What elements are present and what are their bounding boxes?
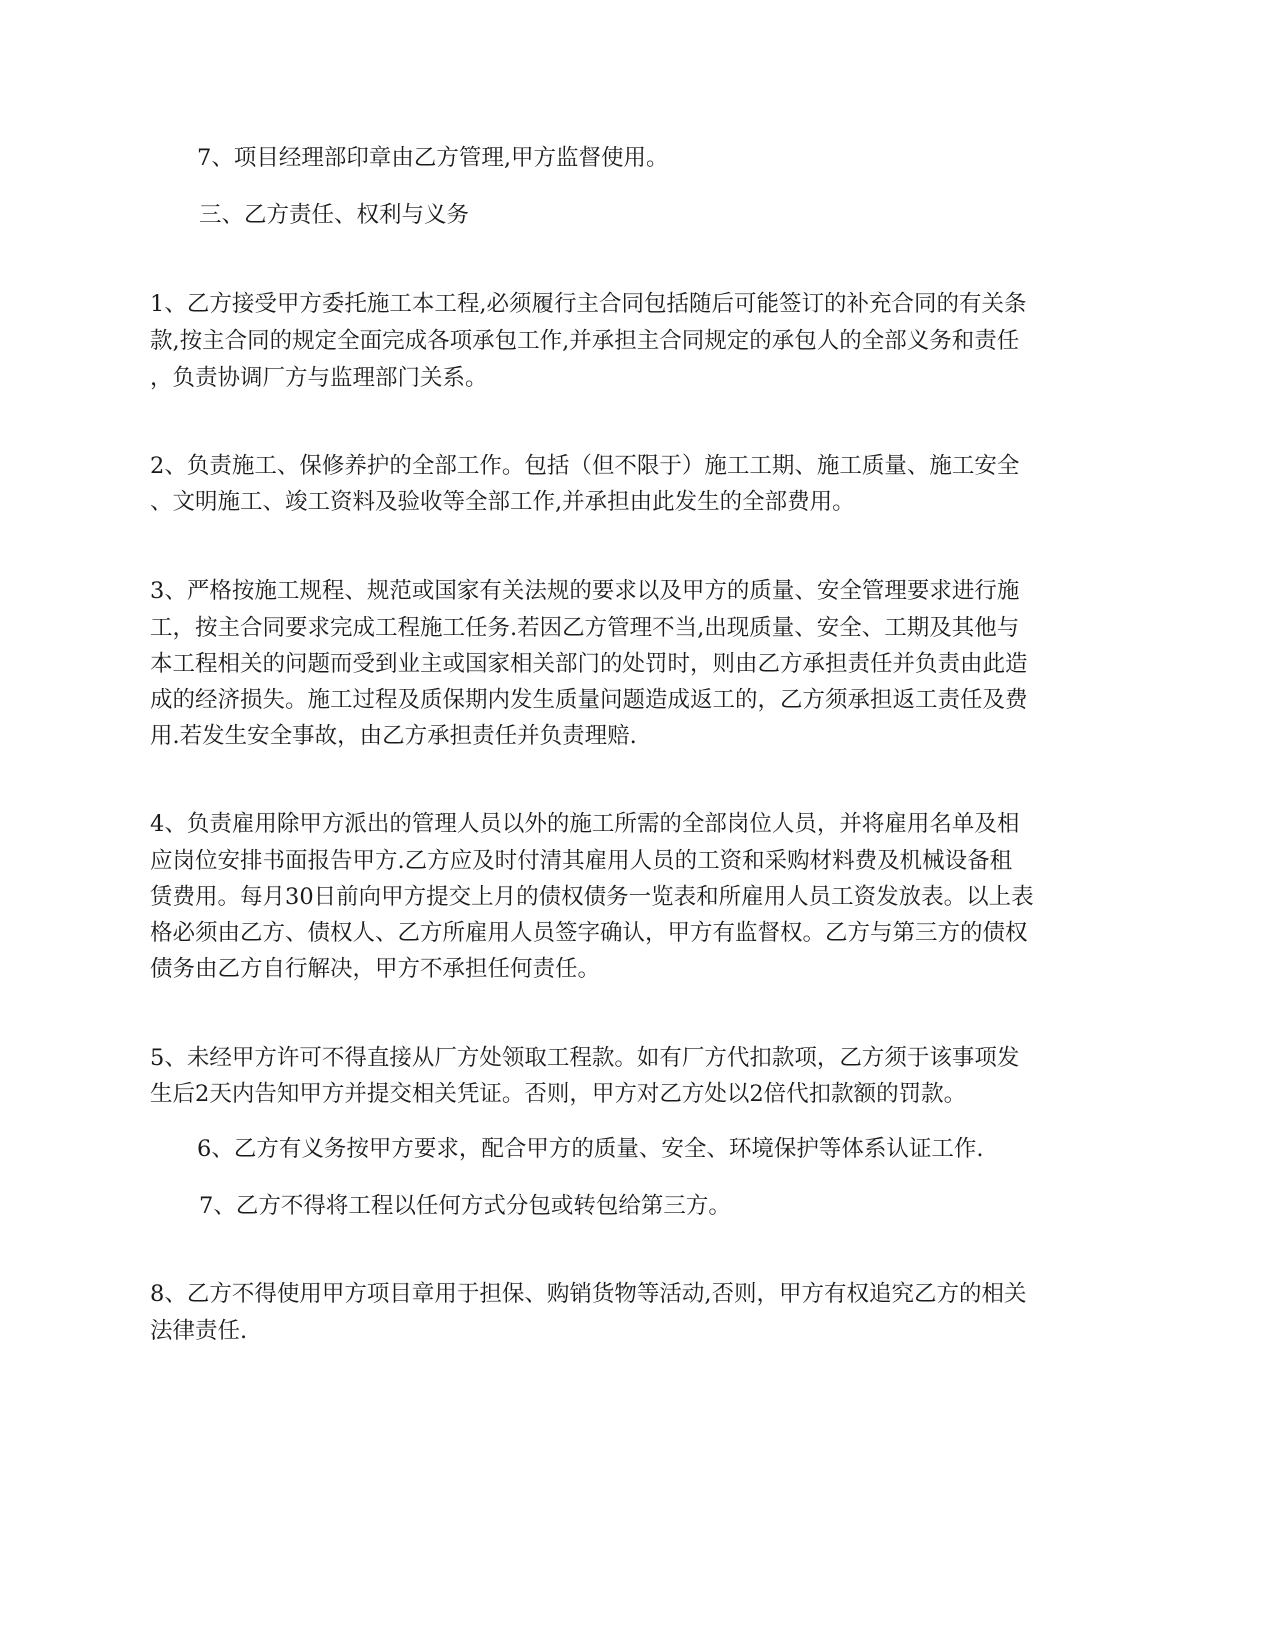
clause-3-4-line-4: 格必须由乙方、债权人、乙方所雇用人员签字确认，甲方有监督权。乙方与第三方的债权 — [150, 920, 1028, 946]
section-3-heading: 三、乙方责任、权利与义务 — [199, 202, 470, 228]
clause-3-4-line-1: 4、负责雇用除甲方派出的管理人员以外的施工所需的全部岗位人员，并将雇用名单及相 — [150, 811, 1020, 837]
clause-3-5-line-1: 5、未经甲方许可不得直接从厂方处领取工程款。如有厂方代扣款项，乙方须于该事项发 — [150, 1045, 1020, 1071]
clause-3-3-line-3: 本工程相关的问题而受到业主或国家相关部门的处罚时，则由乙方承担责任并负责由此造 — [150, 651, 1028, 677]
clause-3-2-line-1: 2、负责施工、保修养护的全部工作。包括（但不限于）施工工期、施工质量、施工安全 — [150, 453, 1020, 479]
clause-3-3-line-5: 用.若发生安全事故，由乙方承担责任并负责理赔. — [150, 723, 637, 749]
clause-2-7: 7、项目经理部印章由乙方管理,甲方监督使用。 — [197, 145, 669, 171]
clause-3-3-line-4: 成的经济损失。施工过程及质保期内发生质量问题造成返工的，乙方须承担返工责任及费 — [150, 687, 1028, 713]
clause-3-4-line-2: 应岗位安排书面报告甲方.乙方应及时付清其雇用人员的工资和采购材料费及机械设备租 — [150, 848, 1013, 874]
clause-3-7: 7、乙方不得将工程以任何方式分包或转包给第三方。 — [199, 1193, 731, 1219]
clause-3-4-line-3: 赁费用。每月30日前向甲方提交上月的债权债务一览表和所雇用人员工资发放表。以上表 — [150, 884, 1034, 910]
clause-3-1-line-3: ，负责协调厂方与监理部门关系。 — [150, 365, 488, 391]
clause-3-4-line-5: 债务由乙方自行解决，甲方不承担任何责任。 — [150, 956, 601, 982]
clause-3-2-line-2: 、文明施工、竣工资料及验收等全部工作,并承担由此发生的全部费用。 — [150, 489, 855, 515]
clause-3-5-line-2: 生后2天内告知甲方并提交相关凭证。否则，甲方对乙方处以2倍代扣款额的罚款。 — [150, 1081, 967, 1107]
clause-3-8-line-1: 8、乙方不得使用甲方项目章用于担保、购销货物等活动,否则，甲方有权追究乙方的相关 — [150, 1281, 1027, 1307]
clause-3-6: 6、乙方有义务按甲方要求，配合甲方的质量、安全、环境保护等体系认证工作. — [197, 1136, 984, 1162]
clause-3-3-line-1: 3、严格按施工规程、规范或国家有关法规的要求以及甲方的质量、安全管理要求进行施 — [150, 578, 1020, 604]
clause-3-1-line-1: 1、乙方接受甲方委托施工本工程,必须履行主合同包括随后可能签订的补充合同的有关条 — [150, 291, 1027, 317]
clause-3-1-line-2: 款,按主合同的规定全面完成各项承包工作,并承担主合同规定的承包人的全部义务和责任 — [150, 328, 1020, 354]
clause-3-8-line-2: 法律责任. — [150, 1318, 248, 1344]
clause-3-3-line-2: 工，按主合同要求完成工程施工任务.若因乙方管理不当,出现质量、安全、工期及其他与 — [150, 615, 1020, 641]
